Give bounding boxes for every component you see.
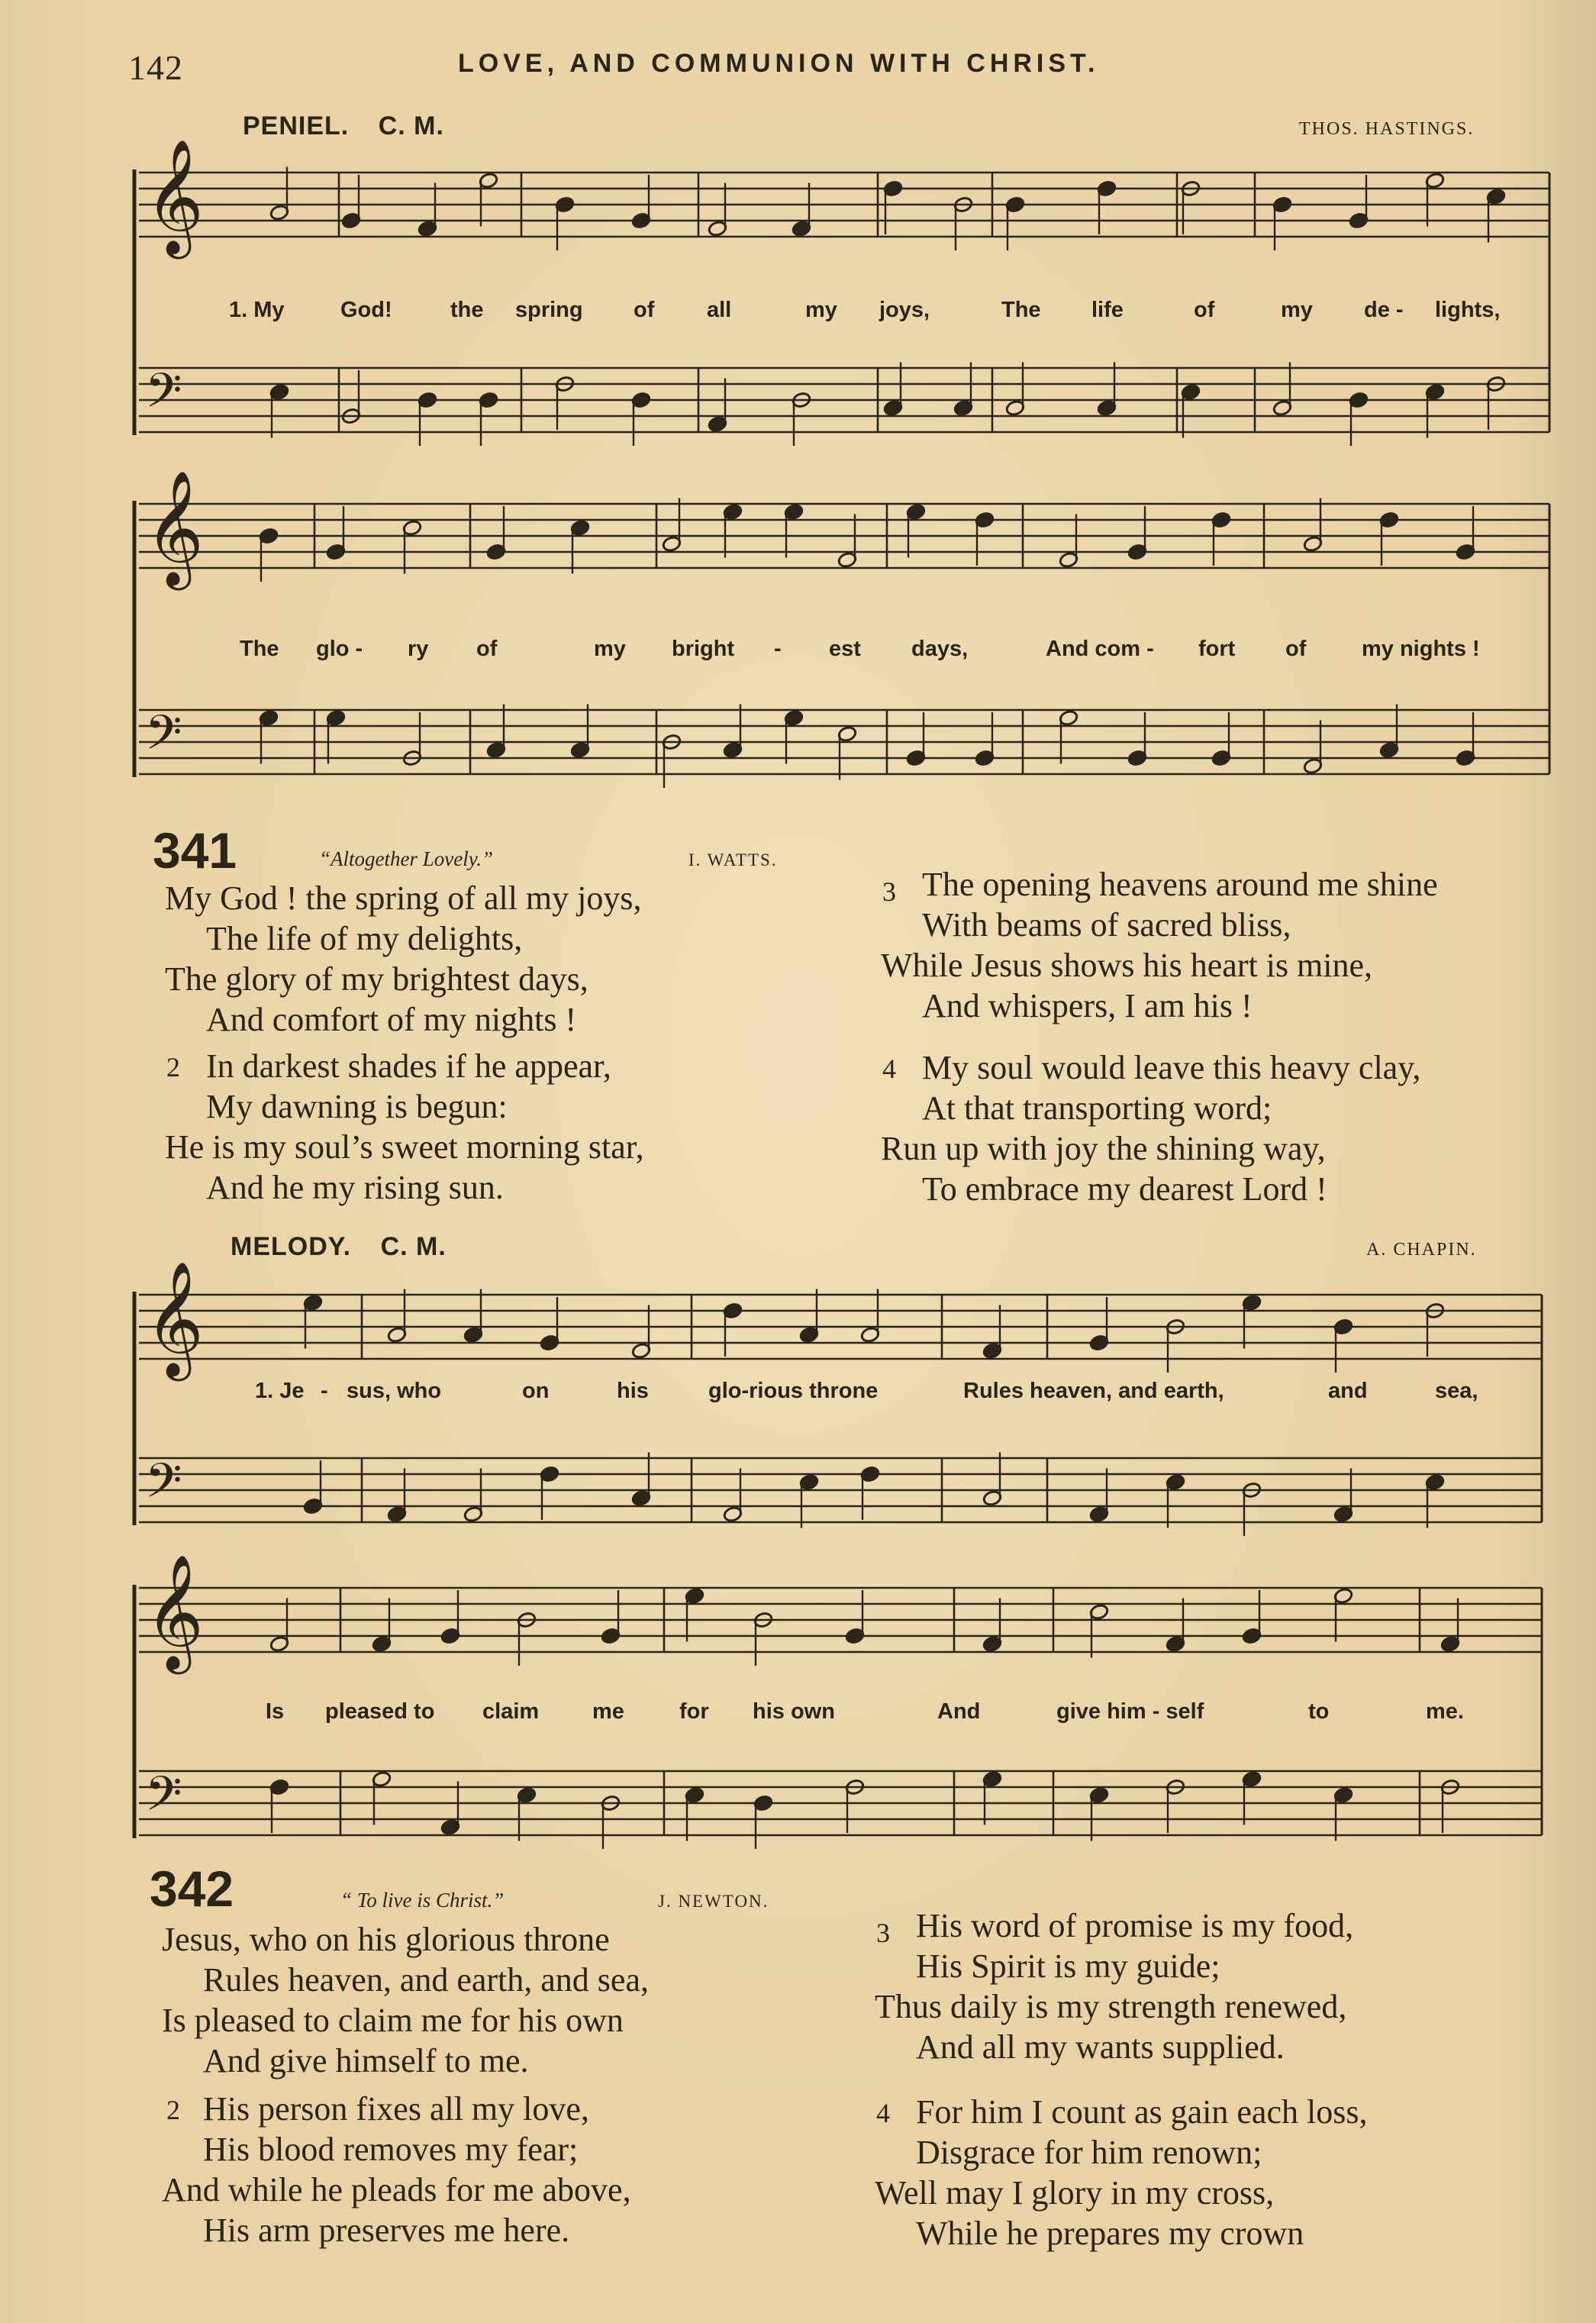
peniel-system-2-bass-note [906, 750, 926, 767]
melody-system-2-bass-note [845, 1779, 865, 1796]
melody-system-2-treble-note [982, 1635, 1002, 1653]
verse-line: Run up with joy the shining way, [881, 1130, 1326, 1167]
lyric-syllable: my [805, 298, 837, 322]
tune-composer-melody: A. CHAPIN. [1366, 1240, 1477, 1260]
verse-line: And while he pleads for me above, [162, 2171, 631, 2208]
tune-title-peniel [243, 111, 444, 141]
melody-system-2-treble-note [1333, 1587, 1353, 1605]
peniel-system-1-treble-note [1005, 196, 1025, 214]
tune-name: PENIEL. [243, 111, 350, 140]
verse-number: 2 [166, 2095, 180, 2125]
melody-system-2-bass-note [1166, 1779, 1185, 1796]
verse-number: 3 [882, 876, 896, 907]
melody-system-2-treble-note [269, 1635, 289, 1653]
lyric-syllable: The [1001, 298, 1041, 322]
lyric-syllable: on [522, 1379, 550, 1403]
melody-system-2-bass-clef-icon: 𝄢 [145, 1766, 182, 1833]
peniel-system-2-bass-note [1379, 741, 1399, 759]
peniel-system-2-treble-note [570, 519, 590, 537]
melody-system-1-treble-note [982, 1342, 1002, 1360]
peniel-system-1-treble-note [631, 212, 651, 230]
lyric-syllable: And com - [1046, 637, 1154, 661]
lyric-syllable: days, [911, 637, 969, 661]
verse-line-text: The opening heavens around me shine [922, 866, 1438, 903]
peniel-system-1-bass-note [1486, 376, 1506, 393]
melody-system-1-treble-note [799, 1326, 819, 1344]
melody-system-2-treble-note [1440, 1635, 1460, 1653]
lyric-syllable: joys, [879, 298, 930, 322]
verse-line-text: My soul would leave this heavy clay, [922, 1049, 1421, 1086]
lyric-syllable: his [617, 1379, 649, 1403]
peniel-system-2-treble-note [326, 544, 346, 561]
lyric-syllable: Rules heaven, and earth, [963, 1379, 1224, 1403]
melody-system-2-treble-note [753, 1612, 773, 1629]
verse-line [881, 864, 1568, 905]
lyric-syllable: - [774, 637, 782, 661]
melody-system-1-bass-note [540, 1466, 559, 1483]
tune-meter: C. M. [380, 1232, 447, 1261]
peniel-system-1-treble-note [269, 204, 289, 221]
peniel-system-2-bass-note [837, 725, 857, 743]
melody-system-1-treble-note [1242, 1294, 1262, 1312]
lyric-syllable: me [592, 1699, 624, 1724]
melody-system-2-bass-note [440, 1818, 460, 1836]
hymn-number-342: 342 [150, 1860, 234, 1917]
verse-line: He is my soul’s sweet morning star, [165, 1128, 644, 1166]
lyric-syllable: ry [408, 637, 429, 661]
verse-line: While Jesus shows his heart is mine, [881, 947, 1373, 984]
melody-system-1-treble-note [463, 1326, 483, 1344]
melody-system-2-treble-note [1166, 1635, 1185, 1653]
melody-system-1-bass-note [387, 1505, 407, 1523]
verse-342-4 [875, 2092, 1562, 2254]
lyric-syllable: of [1285, 637, 1307, 661]
verse-line: The glory of my brightest days, [165, 960, 588, 998]
verse-line: Jesus, who on his glorious throne [162, 1921, 610, 1958]
melody-system-2-bass-note [1333, 1786, 1353, 1804]
peniel-system-2-bass-note [1059, 709, 1079, 727]
peniel-system-2-bass-clef-icon: 𝄢 [145, 705, 182, 772]
lyric-syllable: sus, who [347, 1379, 442, 1403]
lyric-syllable: all [707, 298, 732, 322]
verse-line: The life of my delights, [206, 920, 523, 957]
peniel-system-1-treble-note [1181, 180, 1201, 198]
melody-system-1-treble-note [303, 1294, 323, 1312]
melody-system-1-bass-note [1242, 1482, 1262, 1499]
melody-system-1-bass-note [1089, 1505, 1109, 1523]
peniel-system-1-bass-note [1181, 383, 1201, 401]
peniel-system-2-treble-note [1211, 511, 1231, 529]
verse-342-3 [875, 1905, 1562, 2067]
melody-system-1-bass-note [1425, 1473, 1445, 1491]
peniel-system-1-treble-note [1097, 180, 1117, 198]
peniel-system-2-treble-note [486, 544, 506, 561]
verse-line: His Spirit is my guide; [916, 1947, 1220, 1985]
lyric-syllable: my nights ! [1362, 637, 1480, 661]
peniel-system-1-treble-note [792, 220, 811, 237]
melody-system-2-bass-note [601, 1795, 621, 1812]
lyric-syllable: sea, [1435, 1379, 1478, 1403]
hymn-title-341: “Altogether Lovely.” [319, 847, 493, 870]
verse-341-4 [881, 1047, 1568, 1209]
verse-line-text: In darkest shades if he appear, [206, 1047, 611, 1085]
melody-system-2-bass-note [1242, 1770, 1262, 1788]
verse-number: 3 [876, 1918, 890, 1948]
peniel-system-1-bass-note [708, 415, 727, 433]
tune-title-melody [231, 1232, 447, 1262]
lyric-syllable: his own [753, 1699, 835, 1724]
peniel-system-2-bass-note [1303, 757, 1323, 775]
peniel-system-1-treble-note [1272, 196, 1292, 214]
peniel-system-1-treble-note [1425, 172, 1445, 189]
peniel-system-1-bass-clef-icon: 𝄢 [145, 363, 182, 430]
verse-line: And comfort of my nights ! [206, 1001, 577, 1038]
verse-line: At that transporting word; [922, 1089, 1272, 1127]
melody-system-1-treble-note [1166, 1318, 1185, 1336]
peniel-system-1-bass-note [555, 376, 575, 393]
peniel-system-1-treble-note [883, 180, 903, 198]
lyric-syllable: claim [482, 1699, 540, 1724]
lyric-syllable: of [476, 637, 498, 661]
verse-341-3 [881, 864, 1568, 1026]
melody-system-1-treble-note [540, 1334, 559, 1352]
melody-system-1-bass-note [1333, 1505, 1353, 1523]
peniel-system-2-treble-note [1059, 551, 1079, 569]
melody-system-1-treble-note [631, 1342, 651, 1360]
lyric-syllable: the [450, 298, 484, 322]
melody-system-1-treble-note [1425, 1302, 1445, 1320]
melody-system-2-bass-note [517, 1786, 537, 1804]
peniel-system-2-bass-note [402, 750, 422, 767]
verse-line: Thus daily is my strength renewed, [875, 1988, 1347, 2025]
peniel-system-1-bass-note [1272, 399, 1292, 417]
running-head: LOVE, AND COMMUNION WITH CHRIST. [458, 49, 1100, 78]
melody-system-1-treble-note [860, 1326, 880, 1344]
tune-composer-peniel: THOS. HASTINGS. [1299, 119, 1475, 139]
verse-line: Rules heaven, and earth, and sea, [203, 1961, 649, 1999]
verse-line [165, 1046, 852, 1086]
verse-342-2 [162, 2089, 849, 2250]
verse-line-text: His word of promise is my food, [916, 1907, 1354, 1944]
peniel-system-2-treble-note [662, 535, 682, 553]
melody-system-2-bass-note [1089, 1786, 1109, 1804]
lyric-syllable: of [1194, 298, 1215, 322]
verse-line-text: For him I count as gain each loss, [916, 2093, 1368, 2131]
lyric-syllable: de - [1364, 298, 1404, 322]
peniel-system-1-treble-note [708, 220, 727, 237]
melody-system-1-treble-note [387, 1326, 407, 1344]
lyric-syllable: give him - self [1056, 1699, 1204, 1724]
peniel-system-2-treble-note [723, 503, 743, 521]
hymn-number-341: 341 [153, 822, 237, 879]
peniel-system-2-treble-note [837, 551, 857, 569]
peniel-system-1-bass-note [631, 392, 651, 409]
melody-system-1-bass-note [303, 1498, 323, 1515]
hymn-author-341: I. WATTS. [688, 850, 778, 870]
lyric-syllable: Is [266, 1699, 285, 1724]
melody-system-1-treble-note [1333, 1318, 1353, 1336]
peniel-system-1-bass-note [953, 399, 973, 417]
melody-system-1-treble-note [723, 1302, 743, 1320]
peniel-system-2-treble-note [1379, 511, 1399, 529]
peniel-system-2-treble-note [906, 503, 926, 521]
peniel-system-1-bass-note [883, 399, 903, 417]
lyric-syllable: and [1328, 1379, 1368, 1403]
lyric-syllable: to [1308, 1699, 1330, 1724]
verse-line: With beams of sacred bliss, [922, 906, 1291, 944]
verse-341-1 [165, 878, 852, 1040]
verse-line: Is pleased to claim me for his own [162, 2002, 624, 2039]
peniel-system-2-treble-clef-icon: 𝄞 [145, 469, 204, 586]
melody-system-2-treble-note [1089, 1603, 1109, 1621]
peniel-system-1-bass-note [479, 392, 498, 409]
melody-system-1-bass-clef-icon: 𝄢 [145, 1453, 182, 1520]
verse-number: 2 [166, 1052, 180, 1082]
melody-system-2-bass-note [753, 1795, 773, 1812]
peniel-system-2-treble-note [975, 511, 995, 529]
peniel-system-2-treble-note [1303, 535, 1323, 553]
melody-system-2-treble-note [845, 1628, 865, 1645]
peniel-system-1-bass-note [792, 392, 811, 409]
melody-system-2-treble-note [440, 1628, 460, 1645]
peniel-system-2-treble-note [259, 528, 279, 545]
peniel-system-1-treble-note [953, 196, 973, 214]
verse-line: To embrace my dearest Lord ! [922, 1170, 1327, 1208]
melody-system-1-treble-note [1089, 1334, 1109, 1352]
melody-system-1-bass-note [723, 1505, 743, 1523]
peniel-system-1-bass-note [418, 392, 437, 409]
verse-line: And give himself to me. [203, 2042, 529, 2079]
melody-system-2-treble-note [685, 1587, 704, 1605]
melody-system-1-bass-note [1166, 1473, 1185, 1491]
verse-number: 4 [876, 2098, 890, 2128]
melody-system-2-treble-note [1242, 1628, 1262, 1645]
peniel-system-1-bass-note [1097, 399, 1117, 417]
peniel-system-2-bass-note [662, 734, 682, 751]
peniel-system-2-bass-note [326, 709, 346, 727]
lyric-syllable: spring [515, 298, 583, 322]
verse-line-text: His person fixes all my love, [203, 2090, 589, 2128]
melody-system-2-bass-note [685, 1786, 704, 1804]
peniel-system-1-treble-note [479, 172, 498, 189]
peniel-system-1-treble-note [418, 220, 437, 237]
peniel-system-2-bass-note [570, 741, 590, 759]
melody-system-1-bass-note [799, 1473, 819, 1491]
lyric-syllable: lights, [1435, 298, 1501, 322]
peniel-system-1-treble-clef-icon: 𝄞 [145, 137, 204, 254]
page-number: 142 [128, 48, 183, 87]
peniel-system-1-bass-note [1005, 399, 1025, 417]
verse-line [875, 1905, 1562, 1946]
melody-system-1-bass-note [982, 1489, 1002, 1507]
lyric-syllable: glo - [316, 637, 363, 661]
melody-system-1-treble-clef-icon: 𝄞 [145, 1260, 204, 1376]
verse-line [162, 2089, 849, 2129]
peniel-system-2-bass-note [975, 750, 995, 767]
peniel-system-2-treble-note [1456, 544, 1475, 561]
melody-system-2-bass-note [982, 1770, 1002, 1788]
lyric-syllable: for [679, 1699, 709, 1724]
verse-line: Well may I glory in my cross, [875, 2174, 1275, 2212]
peniel-system-2-bass-note [486, 741, 506, 759]
melody-system-2-treble-note [517, 1612, 537, 1629]
lyric-syllable: bright [672, 637, 735, 661]
hymn-title-342: “ To live is Christ.” [340, 1889, 505, 1912]
peniel-system-2-treble-note [402, 519, 422, 537]
lyric-syllable: of [634, 298, 655, 322]
lyric-syllable: est [829, 637, 861, 661]
melody-system-2-bass-note [269, 1779, 289, 1796]
lyric-syllable: me. [1426, 1699, 1464, 1724]
lyric-syllable: 1. Je [255, 1379, 305, 1403]
peniel-system-1-bass-note [1349, 392, 1369, 409]
verse-line: Disgrace for him renown; [916, 2134, 1262, 2171]
peniel-system-1-bass-note [341, 408, 361, 425]
verse-line [875, 2092, 1562, 2132]
verse-line: While he prepares my crown [916, 2215, 1304, 2252]
melody-system-2-treble-note [601, 1628, 621, 1645]
peniel-system-1-treble-note [1349, 212, 1369, 230]
melody-system-2-treble-clef-icon: 𝄞 [145, 1553, 204, 1670]
lyric-syllable: pleased to [325, 1699, 435, 1724]
verse-line: My dawning is begun: [206, 1088, 508, 1125]
verse-line: My God ! the spring of all my joys, [165, 879, 642, 917]
peniel-system-1-treble-note [1486, 188, 1506, 205]
verse-line: His arm preserves me here. [203, 2212, 570, 2249]
peniel-system-1-treble-note [341, 212, 361, 230]
lyric-syllable: fort [1198, 637, 1236, 661]
hymn-author-342: J. NEWTON. [658, 1892, 769, 1911]
peniel-system-2-bass-note [784, 709, 804, 727]
peniel-system-2-bass-note [1127, 750, 1147, 767]
peniel-system-2-treble-note [784, 503, 804, 521]
peniel-system-2-treble-note [1127, 544, 1147, 561]
verse-line: And whispers, I am his ! [922, 987, 1253, 1024]
lyric-syllable: And [937, 1699, 981, 1724]
verse-341-2 [165, 1046, 852, 1208]
tune-name: MELODY. [231, 1232, 352, 1261]
peniel-system-1-bass-note [269, 383, 289, 401]
melody-system-2-bass-note [372, 1770, 392, 1788]
lyric-syllable: God! [340, 298, 392, 322]
lyric-syllable: my [594, 637, 626, 661]
peniel-system-2-bass-note [1456, 750, 1475, 767]
verse-number: 4 [882, 1053, 896, 1084]
verse-line: And he my rising sun. [206, 1169, 504, 1206]
lyric-syllable: my [1281, 298, 1313, 322]
lyric-syllable: - [321, 1379, 328, 1403]
lyric-syllable: life [1091, 298, 1124, 322]
verse-line [881, 1047, 1568, 1088]
verse-342-1 [162, 1919, 849, 2081]
peniel-system-2-bass-note [1211, 750, 1231, 767]
peniel-system-2-bass-note [723, 741, 743, 759]
melody-system-1-bass-note [860, 1466, 880, 1483]
verse-line: And all my wants supplied. [916, 2028, 1285, 2066]
lyric-syllable: 1. My [229, 298, 285, 322]
tune-meter: C. M. [378, 111, 444, 140]
melody-system-1-bass-note [463, 1505, 483, 1523]
peniel-system-1-bass-note [1425, 383, 1445, 401]
peniel-system-1-treble-note [555, 196, 575, 214]
melody-system-2-treble-note [372, 1635, 392, 1653]
melody-system-1-bass-note [631, 1489, 651, 1507]
verse-line: His blood removes my fear; [203, 2131, 579, 2168]
peniel-system-2-bass-note [259, 709, 279, 727]
melody-system-2-bass-note [1440, 1779, 1460, 1796]
lyric-syllable: glo-rious throne [708, 1379, 879, 1403]
lyric-syllable: The [240, 637, 279, 661]
